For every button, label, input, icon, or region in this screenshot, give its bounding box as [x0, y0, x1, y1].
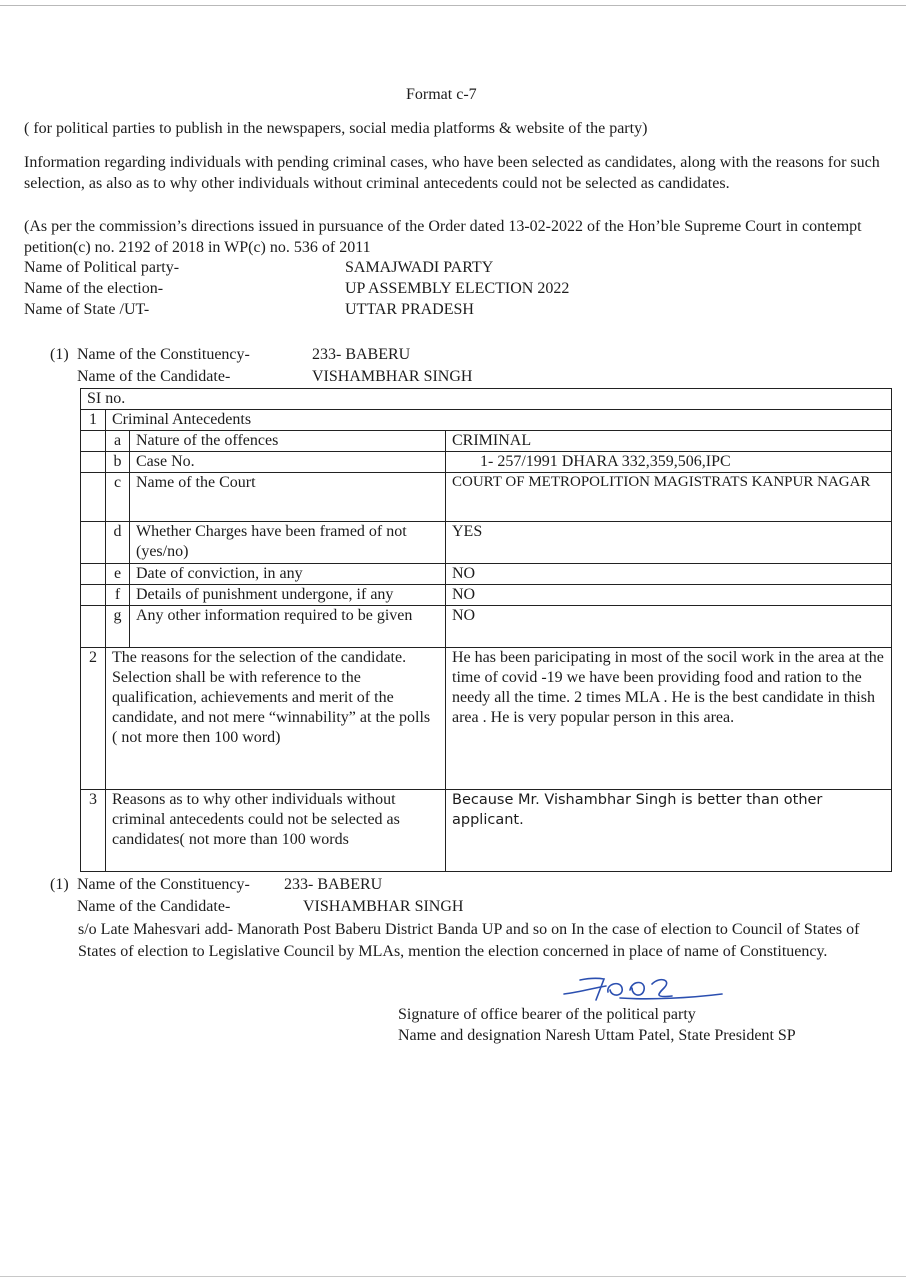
empty-cell — [81, 452, 106, 473]
format-heading: Format c-7 — [406, 86, 477, 103]
empty-cell — [81, 585, 106, 606]
row-letter: c — [106, 473, 130, 522]
state-label: Name of State /UT- — [24, 301, 150, 318]
row-value: COURT OF METROPOLITION MAGISTRATS KANPUR NAGAR — [446, 473, 892, 522]
row-label: Any other information required to be given — [130, 606, 446, 648]
block1-marker: (1) — [50, 346, 69, 363]
section2-label: The reasons for the selection of the candidate. Selection shall be with reference to the qualification, achievements and merit of the candidate, and not mere “winnability” at the polls ( not more then 100 word) — [106, 648, 446, 790]
table-row — [81, 473, 892, 522]
empty-cell — [81, 522, 106, 564]
table-row — [81, 452, 892, 473]
table-row — [81, 410, 892, 431]
block2-constituency-value: 233- BABERU — [284, 876, 383, 893]
table-row — [81, 606, 892, 648]
row-value: YES — [446, 522, 892, 564]
section-title: Criminal Antecedents — [106, 410, 892, 431]
election-value: UP ASSEMBLY ELECTION 2022 — [345, 280, 570, 297]
row-label: Date of conviction, in any — [130, 564, 446, 585]
row-letter: a — [106, 431, 130, 452]
row-letter: f — [106, 585, 130, 606]
table-row — [81, 585, 892, 606]
section2-value: He has been paricipating in most of the socil work in the area at the time of covid -19 we have been providing food and ration to the needy all the time. 2 times MLA . He is the best candidate in thish area . He is very popular person in this area. — [446, 648, 892, 790]
row-label: Case No. — [130, 452, 446, 473]
scan-bottom-line — [0, 1276, 906, 1277]
block2-candidate-value: VISHAMBHAR SINGH — [303, 898, 464, 915]
party-value: SAMAJWADI PARTY — [345, 259, 494, 276]
empty-cell — [81, 606, 106, 648]
row-label: Details of punishment undergone, if any — [130, 585, 446, 606]
table-row — [81, 648, 892, 790]
empty-cell — [81, 564, 106, 585]
empty-cell — [81, 473, 106, 522]
section-number: 2 — [81, 648, 106, 790]
row-letter: e — [106, 564, 130, 585]
election-label: Name of the election- — [24, 280, 164, 297]
state-value: UTTAR PRADESH — [345, 301, 474, 318]
block2-candidate-label: Name of the Candidate- — [77, 898, 231, 915]
block2-constituency-label: Name of the Constituency- — [77, 876, 250, 893]
section-number: 1 — [81, 410, 106, 431]
signature-caption: Signature of office bearer of the political party — [398, 1006, 696, 1023]
block1-candidate-value: VISHAMBHAR SINGH — [312, 368, 473, 385]
row-label: Nature of the offences — [130, 431, 446, 452]
criminal-antecedents-table — [80, 388, 892, 872]
party-label: Name of Political party- — [24, 259, 180, 276]
subtitle: ( for political parties to publish in the newspapers, social media platforms & website of the party) — [24, 120, 648, 137]
block2-marker: (1) — [50, 876, 69, 893]
section3-value: Because Mr. Vishambhar Singh is better than other applicant. — [446, 790, 892, 872]
row-letter: d — [106, 522, 130, 564]
block1-candidate-label: Name of the Candidate- — [77, 368, 231, 385]
intro-paragraph: Information regarding individuals with pending criminal cases, who have been selected as candidates, along with the reasons for such selection, as also as to why other individuals without criminal antecedents could not be selected as candidates. — [24, 154, 880, 192]
handwritten-signature — [560, 970, 730, 1010]
signatory-name-designation: Name and designation Naresh Uttam Patel, State President SP — [398, 1027, 796, 1044]
row-label: Name of the Court — [130, 473, 446, 522]
table-row — [81, 790, 892, 872]
directions-paragraph: (As per the commission’s directions issued in pursuance of the Order dated 13-02-2022 of the Hon’ble Supreme Court in contempt petition(c) no. 2192 of 2018 in WP(c) no. 536 of 2011 — [24, 218, 862, 256]
table-row — [81, 522, 892, 564]
block1-constituency-label: Name of the Constituency- — [77, 346, 250, 363]
block1-constituency-value: 233- BABERU — [312, 346, 411, 363]
row-value: NO — [446, 585, 892, 606]
table-row — [81, 431, 892, 452]
row-value: NO — [446, 564, 892, 585]
row-value: CRIMINAL — [446, 431, 892, 452]
candidate-address-note: s/o Late Mahesvari add- Manorath Post Baberu District Banda UP and so on In the case of election to Council of States of States of election to Legislative Council by MLAs, mention the election concerned in place of name of Constituency. — [78, 921, 860, 960]
row-letter: g — [106, 606, 130, 648]
empty-cell — [81, 431, 106, 452]
section3-label: Reasons as to why other individuals without criminal antecedents could not be selected as candidates( not more than 100 words — [106, 790, 446, 872]
section-number: 3 — [81, 790, 106, 872]
table-header-row — [81, 389, 892, 410]
row-label: Whether Charges have been framed of not (yes/no) — [130, 522, 446, 564]
scan-edge-line — [0, 5, 906, 6]
row-value: 1- 257/1991 DHARA 332,359,506,IPC — [446, 452, 892, 473]
row-value: NO — [446, 606, 892, 648]
table-row — [81, 564, 892, 585]
row-letter: b — [106, 452, 130, 473]
sl-no-header: SI no. — [81, 389, 892, 410]
